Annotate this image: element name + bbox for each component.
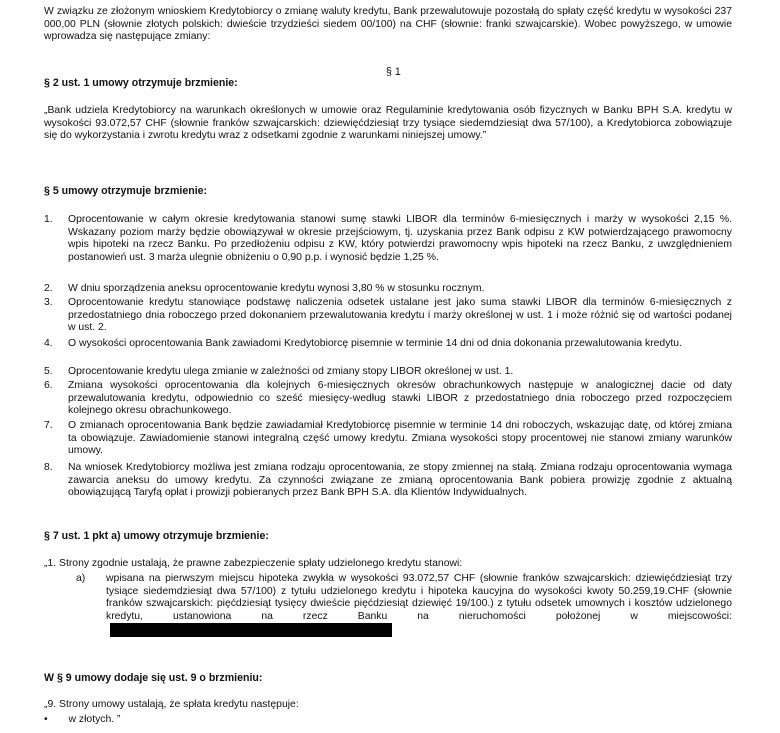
item-text: O zmianach oprocentowania Bank będzie zawiadamiał Kredytobiorcę pisemnie w terminie 14 dni roboczych, wskazując datę, od której zmiana ta obowiązuje. Zawiadomienie stanowi integralną część umowy kredytu. Zmiana wysokości stopy procentowej nie stanowi zmiany warunków umowy. <box>68 420 732 457</box>
paragraph-sign-1: § 1 <box>386 66 401 78</box>
item-number: 7. <box>44 420 53 431</box>
bullet-icon: • <box>44 714 48 725</box>
point-text: wpisana na pierwszym miejscu hipoteka zwykła w wysokości 93.072,57 CHF (słownie franków szwajcarskich: dziewięćdziesiąt trzy tysiące siedemdziesiąt dwa 57/100) z tytułu udzielonego kredytu i hipoteka kaucyjna do wysokości kwoty 50.259,19.CHF (słownie franków szwajcarskich: pięćdziesiąt tysięcy dwieście pięćdziesiąt dziewięć 19/100.) z tytułu odsetek umownych i kosztów udzielonego kredytu, ustanowiona na rzecz Banku na nieruchomości położonej w miejscowości: <box>106 573 732 622</box>
section-9-lead: „9. Strony umowy ustalają, że spłata kredytu następuje: <box>44 699 299 710</box>
bullet-text: w złotych. ” <box>68 714 121 725</box>
section-5-item-5 <box>44 366 732 379</box>
section-5-heading: § 5 umowy otrzymuje brzmienie: <box>44 185 208 197</box>
intro-paragraph: W związku ze złożonym wnioskiem Kredytobiorcy o zmianę waluty kredytu, Bank przewalutowuje pozostałą do spłaty część kredytu w wysokości 237 000,00 PLN (słownie złotych polskich: dwieście trzydzieści siedem 00/100) na CHF (słownie: franki szwajcarskie). Wobec powyższego, w umowie wprowadza się następujące zmiany: <box>44 6 732 43</box>
point-label: a) <box>76 573 86 584</box>
item-text: W dniu sporządzenia aneksu oprocentowanie kredytu wynosi 3,80 % w stosunku rocznym. <box>68 283 485 294</box>
item-number: 8. <box>44 462 53 473</box>
section-5-item-3 <box>44 297 732 335</box>
section-5-item-2 <box>44 283 732 296</box>
section-5-item-6 <box>44 380 732 418</box>
section-7-point-a <box>76 573 732 639</box>
item-text: Oprocentowanie w całym okresie kredytowania stanowi sumę stawki LIBOR dla terminów 6-miesięcznych i marży w wysokości 2,15 %. Wskazany poziom marży będzie obowiązywał w okresie przejściowym, tj. uzyskania przez Bank odpisu z KW potwierdzającego prawomocny wpis hipoteki na rzecz Banku. Po przedłożeniu odpisu z KW, który potwierdzi prawomocny wpis hipoteki na rzecz Banku, z uwzględnieniem postanowień ust. 3 marża ulegnie obniżeniu o 0,90 p.p. i wynosić będzie 1,25 %. <box>68 214 732 263</box>
section-2-quote: „Bank udziela Kredytobiorcy na warunkach określonych w umowie oraz Regulaminie kredytowania osób fizycznych w Banku BPH S.A. kredytu w wysokości 93.072,57 CHF (słownie franków szwajcarskich: dziewięćdziesiąt trzy tysiące siedemdziesiąt dwa 57/100), a Kredytobiorca zobowiązuje się do wykorzystania i zwrotu kredytu wraz z odsetkami zgodnie z warunkami niniejszej umowy.” <box>44 105 732 142</box>
section-5-item-1 <box>44 214 732 264</box>
item-number: 6. <box>44 380 53 391</box>
bullet-item <box>44 714 121 725</box>
item-number: 5. <box>44 366 53 377</box>
section-5-item-7 <box>44 420 732 458</box>
item-number: 2. <box>44 283 53 294</box>
item-text: Na wniosek Kredytobiorcy możliwa jest zmiana rodzaju oprocentowania, ze stopy zmiennej na stałą. Zmiana rodzaju oprocentowania wymaga zawarcia aneksu do umowy kredytu. Za czynności związane ze zmianą oprocentowania Bank pobiera prowizję zgodnie z aktualną obowiązującą Taryfą opłat i prowizji pobieranych przez Bank BPH S.A. dla Klientów Indywidualnych. <box>68 462 732 499</box>
section-7-lead: „1. Strony zgodnie ustalają, że prawne zabezpieczenie spłaty udzielonego kredytu stanowi: <box>44 558 463 569</box>
redaction-box <box>110 623 392 637</box>
item-number: 4. <box>44 338 53 349</box>
item-text: Oprocentowanie kredytu stanowiące podstawę naliczenia odsetek ustalane jest jako suma stawki LIBOR dla terminów 6-miesięcznych z przedostatniego dnia roboczego przed dokonaniem przewalutowania kredytu i marży określonej w ust. 1 i może różnić się od wartości podanej w ust. 2. <box>68 297 732 334</box>
item-number: 1. <box>44 214 53 225</box>
item-text: Zmiana wysokości oprocentowania dla kolejnych 6-miesięcznych okresów obrachunkowych następuje w analogicznej dacie od daty przewalutowania kredytu, odpowiednio co sześć miesięcy-według stawki LIBOR z przedostatniego dnia roboczego przed rozpoczęciem kolejnego okresu obrachunkowego. <box>68 380 732 417</box>
item-text: Oprocentowanie kredytu ulega zmianie w zależności od zmiany stopy LIBOR określonej w ust. 1. <box>68 366 514 377</box>
section-7-heading: § 7 ust. 1 pkt a) umowy otrzymuje brzmienie: <box>44 530 269 542</box>
section-2-heading: § 2 ust. 1 umowy otrzymuje brzmienie: <box>44 77 238 89</box>
section-9-heading: W § 9 umowy dodaje się ust. 9 o brzmieniu: <box>44 672 263 684</box>
section-5-item-8 <box>44 462 732 500</box>
item-text: O wysokości oprocentowania Bank zawiadomi Kredytobiorcę pisemnie w terminie 14 dni od dnia dokonania przewalutowania kredytu. <box>68 338 682 349</box>
item-number: 3. <box>44 297 53 308</box>
section-5-item-4 <box>44 338 732 351</box>
